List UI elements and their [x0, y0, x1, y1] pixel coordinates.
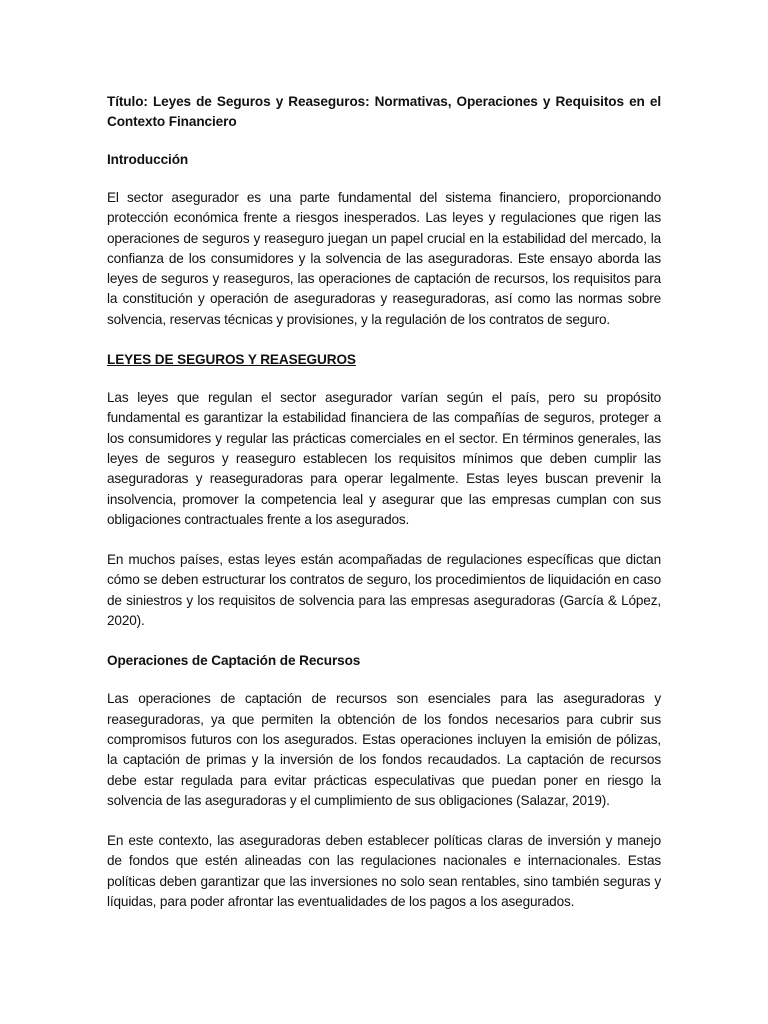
paragraph: Las operaciones de captación de recursos son esenciales para las aseguradoras y reaseguradoras, ya que permiten la obtención de los fondos necesarios para cubrir sus compromisos futuros con los asegurados. Estas operaciones incluyen la emisión de pólizas, la captación de primas y la inversión de los fondos recaudados. La captación de recursos debe estar regulada para evitar prácticas especulativas que puedan poner en riesgo la solvencia de las aseguradoras y el cumplimiento de sus obligaciones (Salazar, 2019). [107, 691, 661, 808]
section-heading-leyes: LEYES DE SEGUROS Y REASEGUROS [107, 352, 356, 368]
section-heading-introduccion: Introducción [107, 152, 189, 167]
paragraph: El sector asegurador es una parte fundamental del sistema financiero, proporcionando protección económica frente a riesgos inesperados. Las leyes y regulaciones que rigen las operaciones de seguros y reaseguro juegan un papel crucial en la estabilidad del mercado, la confianza de los consumidores y la solvencia de las aseguradoras. Este ensayo aborda las leyes de seguros y reaseguros, las operaciones de captación de recursos, los requisitos para la constitución y operación de aseguradoras y reaseguradoras, así como las normas sobre solvencia, reservas técnicas y provisiones, y la regulación de los contratos de seguro. [107, 190, 661, 327]
paragraph: En este contexto, las aseguradoras deben establecer políticas claras de inversión y manejo de fondos que estén alineadas con las regulaciones nacionales e internacionales. Estas políticas deben garantizar que las inversiones no solo sean rentables, sino también seguras y líquidas, para poder afrontar las eventualidades de los pagos a los asegurados. [107, 833, 661, 910]
section-heading-operaciones: Operaciones de Captación de Recursos [107, 653, 361, 669]
paragraph: Las leyes que regulan el sector asegurador varían según el país, pero su propósito fundamental es garantizar la estabilidad financiera de las compañías de seguros, proteger a los consumidores y regular las prácticas comerciales en el sector. En términos generales, las leyes de seguros y reaseguro establecen los requisitos mínimos que deben cumplir las aseguradoras y reaseguradoras para operar legalmente. Estas leyes buscan prevenir la insolvencia, promover la competencia leal y asegurar que las empresas cumplan con sus obligaciones contractuales frente a los asegurados. [107, 390, 661, 527]
document-page [107, 92, 661, 932]
document-title: Título: Leyes de Seguros y Reaseguros: Normativas, Operaciones y Requisitos en el Contexto Financiero [107, 94, 661, 129]
paragraph: En muchos países, estas leyes están acompañadas de regulaciones específicas que dictan cómo se deben estructurar los contratos de seguro, los procedimientos de liquidación en caso de siniestros y los requisitos de solvencia para las empresas aseguradoras (García & López, 2020). [107, 552, 661, 629]
